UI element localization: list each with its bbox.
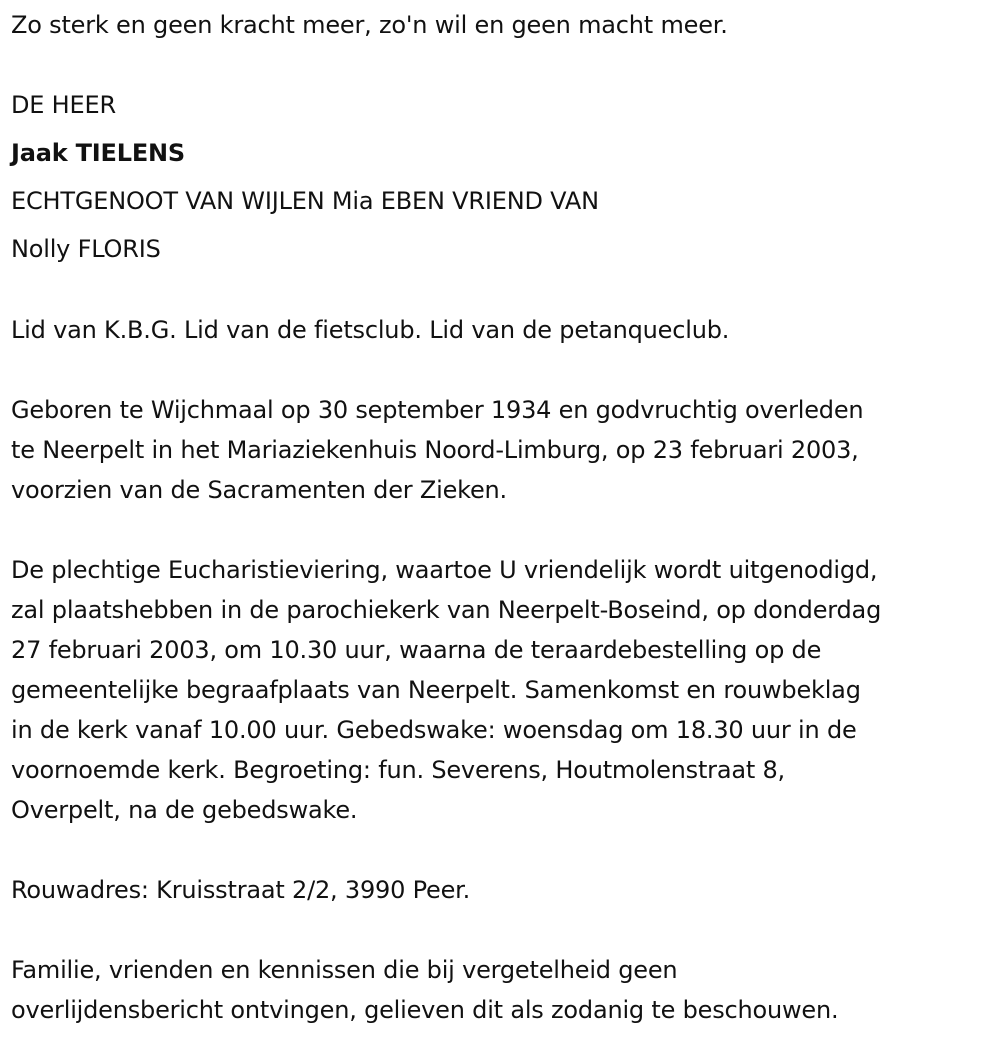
birth-death-line: te Neerpelt in het Mariaziekenhuis Noord-Limburg, op 23 februari 2003,: [11, 436, 859, 464]
notice-line: Familie, vrienden en kennissen die bij vergetelheid geen: [11, 956, 678, 984]
ceremony-line: in de kerk vanaf 10.00 uur. Gebedswake: woensdag om 18.30 uur in de: [11, 716, 857, 744]
relation-line-1: ECHTGENOOT VAN WIJLEN Mia EBEN VRIEND VAN: [11, 187, 599, 215]
ceremony-line: gemeentelijke begraafplaats van Neerpelt. Samenkomst en rouwbeklag: [11, 676, 861, 704]
relation-line-2: Nolly FLORIS: [11, 235, 161, 263]
birth-death-line: voorzien van de Sacramenten der Zieken.: [11, 476, 507, 504]
ceremony-line: voornoemde kerk. Begroeting: fun. Severens, Houtmolenstraat 8,: [11, 756, 785, 784]
ceremony-line: Overpelt, na de gebedswake.: [11, 796, 358, 824]
mourning-address: Rouwadres: Kruisstraat 2/2, 3990 Peer.: [11, 876, 471, 904]
ceremony-line: 27 februari 2003, om 10.30 uur, waarna de teraardebestelling op de: [11, 636, 822, 664]
ceremony-line: De plechtige Eucharistieviering, waartoe U vriendelijk wordt uitgenodigd,: [11, 556, 878, 584]
motto: Zo sterk en geen kracht meer, zo'n wil en geen macht meer.: [11, 11, 728, 39]
deceased-name: Jaak TIELENS: [11, 139, 185, 167]
birth-death-line: Geboren te Wijchmaal op 30 september 1934 en godvruchtig overleden: [11, 396, 864, 424]
memberships: Lid van K.B.G. Lid van de fietsclub. Lid van de petanqueclub.: [11, 316, 730, 344]
honorific: DE HEER: [11, 91, 116, 119]
notice-line: overlijdensbericht ontvingen, gelieven dit als zodanig te beschouwen.: [11, 996, 839, 1024]
ceremony-line: zal plaatshebben in de parochiekerk van Neerpelt-Boseind, op donderdag: [11, 596, 882, 624]
